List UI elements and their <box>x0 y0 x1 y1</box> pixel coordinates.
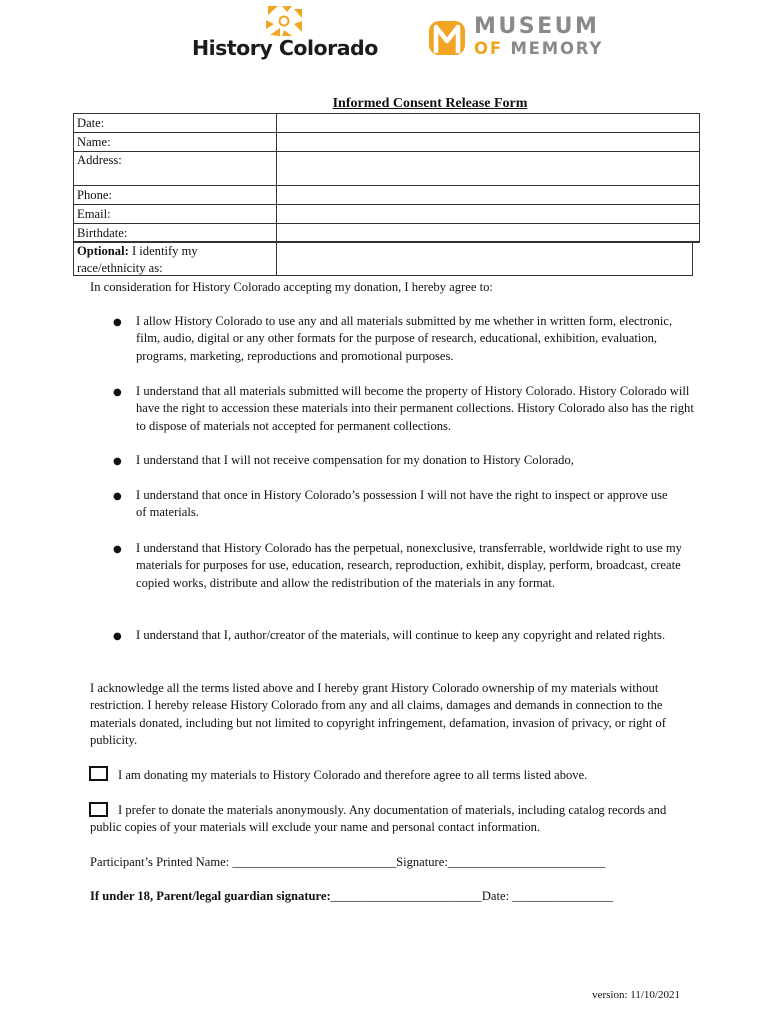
bullet-item: I understand that once in History Colorado’s possession I will not have the right to inspect or approve use of materials. <box>136 488 668 520</box>
of-word: OF <box>474 39 503 58</box>
address-field[interactable] <box>277 152 699 185</box>
history-colorado-logo <box>190 4 385 62</box>
email-label: Email: <box>77 207 111 221</box>
museum-wordmark: MUSEUM <box>474 14 600 39</box>
bullet-item: I understand that all materials submitted will become the property of History Colorado. History Colorado will have the right to accession these materials into their permanent collections. History Colorado also has the right to dispose of materials not accepted for permanent collections. <box>136 384 694 433</box>
name-label: Name: <box>77 135 111 149</box>
optional-label: Optional: <box>77 244 129 258</box>
guardian-signature-blanks: ________________________Date: ________________ <box>330 889 613 903</box>
bullet-item: I allow History Colorado to use any and all materials submitted by me whether in written form, electronic, film, audio, digital or any other formats for the purpose of research, educational, exhibition, evaluation, programs, marketing, reproductions and promotional purposes. <box>136 314 673 363</box>
donate-agree-checkbox[interactable] <box>89 766 108 781</box>
email-field[interactable] <box>277 205 699 223</box>
museum-of-memory-mark-icon <box>428 17 466 59</box>
bullet-item: I understand that History Colorado has the perpetual, nonexclusive, transferrable, worldwide right to use my materials for purposes for use, education, research, reproduction, exhibit, display, perform, broadcast, create copied works, distribute and allow the redistribution of the materials in any format. <box>136 541 682 590</box>
bullet-icon: ● <box>113 387 122 398</box>
version-label: version: 11/10/2021 <box>592 989 680 1001</box>
intro-text: In consideration for History Colorado accepting my donation, I hereby agree to: <box>90 280 493 294</box>
race-ethnicity-label <box>77 244 198 258</box>
form-title: Informed Consent Release Form <box>332 96 528 111</box>
date-label: Date: <box>77 116 105 130</box>
history-colorado-wordmark: History Colorado <box>192 36 378 60</box>
memory-wordmark <box>474 39 603 58</box>
name-field[interactable] <box>277 133 699 151</box>
race-ethnicity-field[interactable] <box>277 243 692 275</box>
table-border-bottom <box>73 275 693 276</box>
phone-field[interactable] <box>277 186 699 204</box>
table-border-right <box>699 113 700 243</box>
date-field[interactable] <box>277 114 699 132</box>
optional-label-rest: I identify my <box>128 244 198 258</box>
museum-of-memory-logo <box>428 14 604 62</box>
birthdate-label: Birthdate: <box>77 226 128 240</box>
table-border-left <box>73 113 74 276</box>
phone-label: Phone: <box>77 188 112 202</box>
history-colorado-mark-icon <box>266 6 302 36</box>
bullet-icon: ● <box>113 491 122 502</box>
anonymous-label: I prefer to donate the materials anonymously. Any documentation of materials, including catalog records and public copies of your materials will exclude your name and personal contact information. <box>90 803 667 835</box>
bullet-item: I understand that I will not receive compensation for my donation to History Colorado, <box>136 453 574 467</box>
donor-info-table <box>73 113 700 276</box>
address-label: Address: <box>77 153 122 167</box>
memory-word: MEMORY <box>510 39 604 58</box>
bullet-icon: ● <box>113 544 122 555</box>
participant-signature-line[interactable]: Participant’s Printed Name: __________________________Signature:_________________________ <box>90 855 606 869</box>
guardian-signature-label: If under 18, Parent/legal guardian signature: <box>90 889 331 903</box>
donate-agree-label: I am donating my materials to History Colorado and therefore agree to all terms listed above. <box>118 768 588 782</box>
bullet-icon: ● <box>113 456 122 467</box>
bullet-item: I understand that I, author/creator of the materials, will continue to keep any copyright and related rights. <box>136 628 666 642</box>
bullet-icon: ● <box>113 631 122 642</box>
acknowledgement-paragraph: I acknowledge all the terms listed above and I hereby grant History Colorado ownership of my materials without restriction. I hereby release History Colorado from any and all claims, damages and demands in connection to the materials donated, including but not limited to copyright infringement, defamation, invasion of privacy, or right of publicity. <box>90 681 666 747</box>
birthdate-field[interactable] <box>277 224 699 241</box>
guardian-signature-line[interactable] <box>90 888 730 905</box>
race-ethnicity-label-line2: race/ethnicity as: <box>77 261 163 275</box>
table-border-right <box>692 243 693 276</box>
bullet-icon: ● <box>113 317 122 328</box>
